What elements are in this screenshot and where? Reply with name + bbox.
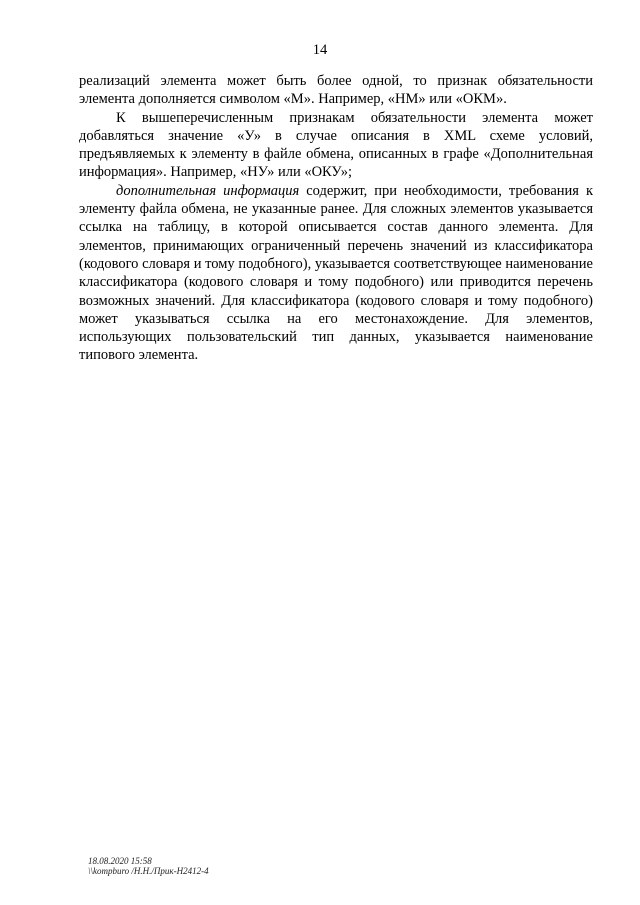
paragraph-mandatory-sign: К вышеперечисленным признакам обязательности элемента может добавляться значение «У» в случае описания в XML схеме условий, предъявляемых к элементу в файле обмена, описанных в графе «Дополнительная информация». Например, «НУ» или «ОКУ»; — [79, 109, 593, 181]
footer-file-path: \\kompburo /Н.Н./Прик-Н2412-4 — [88, 866, 209, 876]
footer-timestamp: 18.08.2020 15:58 — [88, 856, 152, 866]
paragraph-additional-info-text: содержит, при необходимости, требования к элементу файла обмена, не указанные ранее. Для сложных элементов указывается ссылка на таблицу, в которой описывается состав данного элемента. Для элементов, принимающих ограниченный перечень значений из классификатора (кодового словаря и тому подобного), указывается соответствующее наименование классификатора (кодового словаря и тому подобного) или приводится перечень возможных значений. Для классификатора (кодового словаря и тому подобного) может указываться ссылка на его местонахождение. Для элементов, использующих пользовательский тип данных, указывается наименование типового элемента. — [79, 182, 593, 364]
paragraph-continuation: реализаций элемента может быть более одной, то признак обязательности элемента дополняется символом «М». Например, «НМ» или «ОКМ». — [79, 73, 593, 108]
term-additional-info: дополнительная информация — [116, 182, 300, 199]
page-number: 14 — [312, 42, 328, 58]
body-text — [79, 72, 593, 365]
paragraph-additional-info — [79, 182, 593, 365]
footer-stamp — [88, 856, 209, 876]
